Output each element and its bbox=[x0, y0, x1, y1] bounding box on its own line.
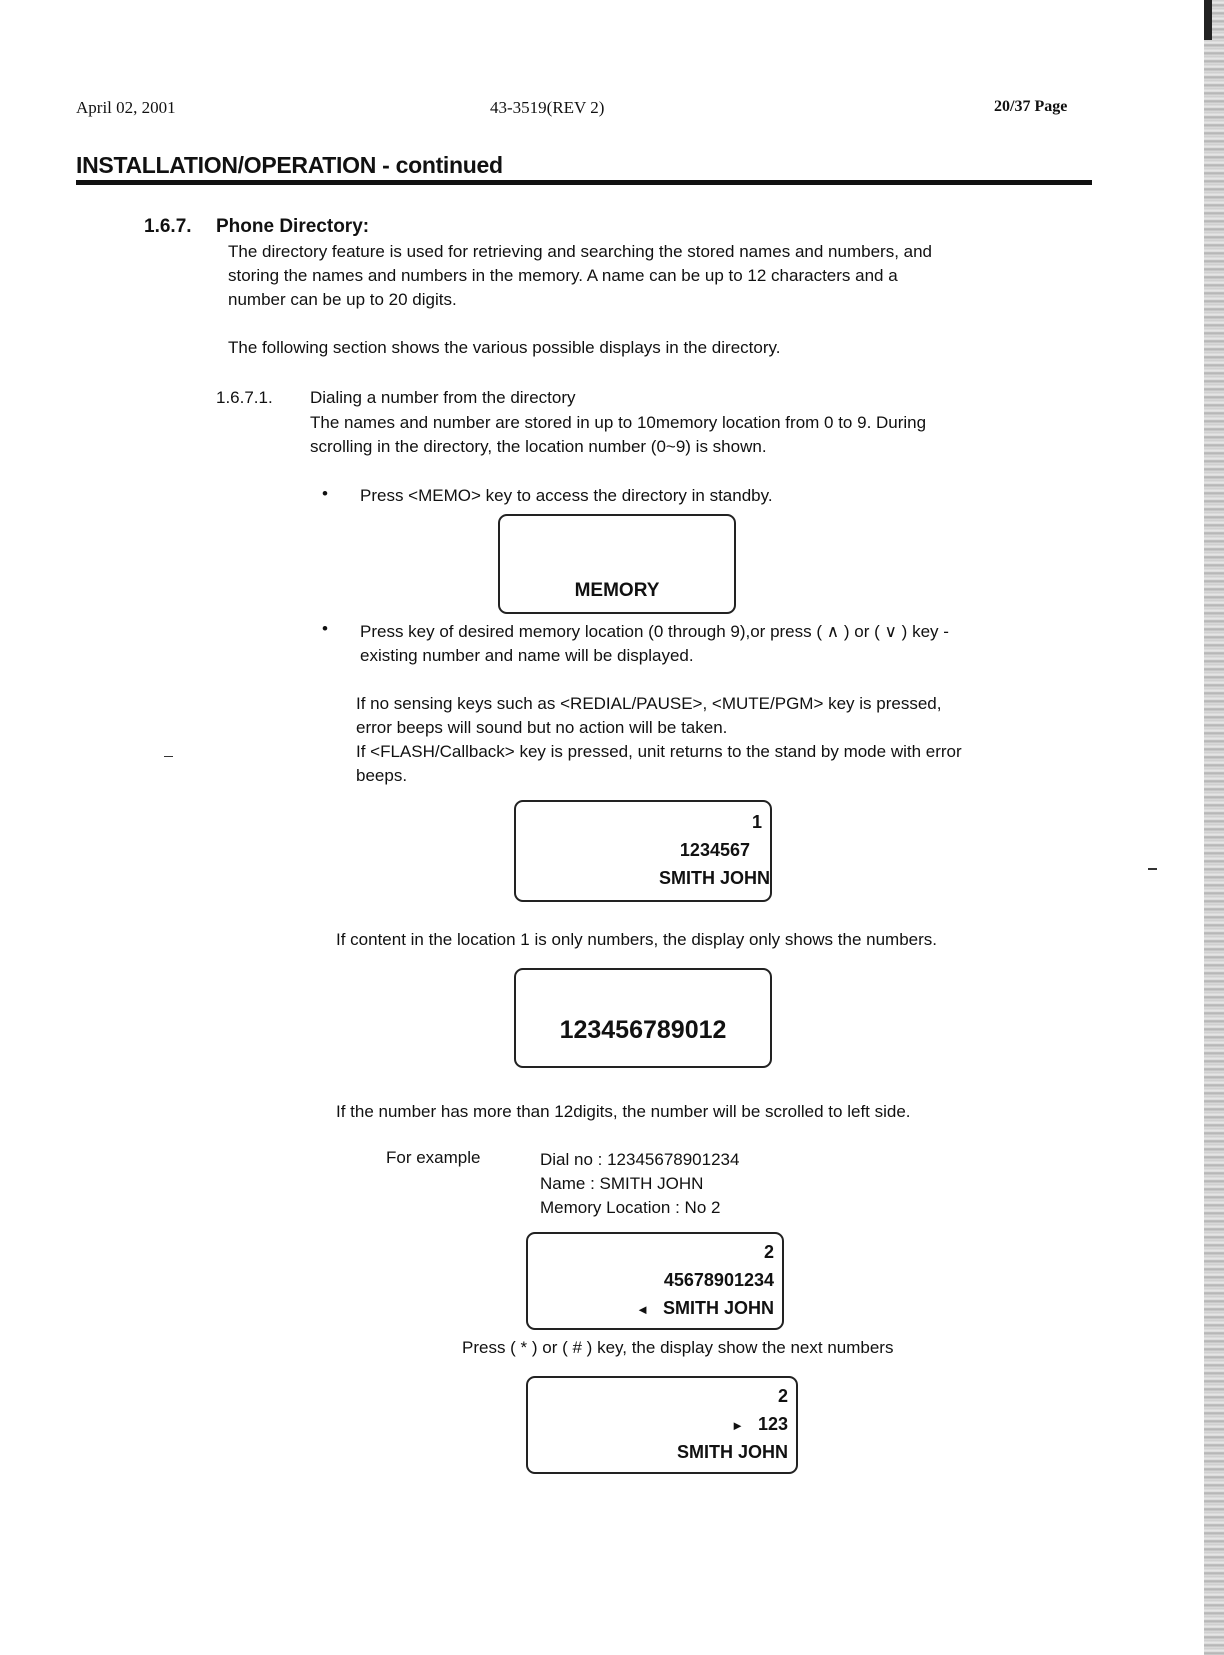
header-page: 20/37 Page bbox=[994, 98, 1068, 115]
section-number: 1.6.7. bbox=[144, 216, 192, 237]
bullet-dot: • bbox=[322, 484, 328, 503]
lcd-display-location1 bbox=[514, 800, 772, 902]
intro-line: The directory feature is used for retrieving and searching the stored names and numbers, and bbox=[228, 242, 932, 261]
bullet-dot: • bbox=[322, 619, 328, 638]
lcd-location-number: 1 bbox=[751, 812, 762, 832]
section-heading: Phone Directory: bbox=[216, 216, 370, 237]
lcd-name-row bbox=[636, 1298, 774, 1319]
error-note-line: beeps. bbox=[356, 766, 408, 785]
example-details bbox=[540, 1148, 940, 1220]
lcd-numbers-text: 123456789012 bbox=[559, 1016, 727, 1044]
example-label: For example bbox=[386, 1148, 481, 1167]
lcd-location-number: 2 bbox=[777, 1386, 788, 1406]
section-intro bbox=[228, 240, 1128, 312]
press-key-text: Press ( * ) or ( # ) key, the display show the next numbers bbox=[462, 1338, 894, 1357]
header-doc-number: 43-3519(REV 2) bbox=[490, 98, 605, 117]
bullet-memo: Press <MEMO> key to access the directory in standby. bbox=[360, 486, 773, 505]
scroll-text: If the number has more than 12digits, the number will be scrolled to left side. bbox=[336, 1102, 911, 1121]
lcd-location-number: 2 bbox=[763, 1242, 774, 1262]
bullet-location-line: Press key of desired memory location (0 through 9),or press ( ∧ ) or ( ∨ ) key - bbox=[360, 622, 949, 641]
subsection-heading: Dialing a number from the directory bbox=[310, 388, 576, 407]
lcd-number-row bbox=[731, 1414, 788, 1435]
lcd-memory-text: MEMORY bbox=[574, 580, 660, 601]
lcd-phone-number: 45678901234 bbox=[663, 1270, 774, 1290]
example-name: Name : SMITH JOHN bbox=[540, 1174, 704, 1193]
title-rule bbox=[76, 180, 1092, 185]
intro-line: number can be up to 20 digits. bbox=[228, 290, 457, 309]
header-date: April 02, 2001 bbox=[76, 98, 176, 117]
scroll-right-arrow-icon: ► bbox=[731, 1418, 744, 1433]
scan-edge bbox=[1204, 0, 1224, 1655]
lcd-contact-name: SMITH JOHN bbox=[658, 868, 770, 888]
example-location: Memory Location : No 2 bbox=[540, 1198, 721, 1217]
error-note-line: If no sensing keys such as <REDIAL/PAUSE>, <MUTE/PGM> key is pressed, bbox=[356, 694, 942, 713]
lcd-phone-number: 123 bbox=[757, 1414, 788, 1434]
lcd-phone-number: 1234567 bbox=[679, 840, 750, 860]
only-numbers-text: If content in the location 1 is only numbers, the display only shows the numbers. bbox=[336, 930, 937, 949]
error-note bbox=[356, 692, 1136, 788]
margin-mark bbox=[1148, 868, 1157, 870]
lcd-display-scroll-left bbox=[526, 1232, 784, 1330]
bullet-location-line: existing number and name will be displayed. bbox=[360, 646, 694, 665]
lcd-contact-name: SMITH JOHN bbox=[676, 1442, 788, 1462]
lcd-display-numbers-only bbox=[514, 968, 772, 1068]
example-dial: Dial no : 12345678901234 bbox=[540, 1150, 740, 1169]
section-following: The following section shows the various possible displays in the directory. bbox=[228, 338, 781, 357]
subsection-line: scrolling in the directory, the location number (0~9) is shown. bbox=[310, 437, 767, 456]
subsection-line: The names and number are stored in up to 10memory location from 0 to 9. During bbox=[310, 413, 927, 432]
page-title: INSTALLATION/OPERATION - continued bbox=[76, 152, 503, 178]
lcd-contact-name: SMITH JOHN bbox=[662, 1298, 774, 1318]
lcd-display-scroll-right bbox=[526, 1376, 798, 1474]
margin-mark bbox=[164, 756, 173, 757]
intro-line: storing the names and numbers in the memory. A name can be up to 12 characters and a bbox=[228, 266, 898, 285]
scroll-left-arrow-icon: ◄ bbox=[636, 1302, 649, 1317]
subsection-number: 1.6.7.1. bbox=[216, 388, 273, 407]
error-note-line: If <FLASH/Callback> key is pressed, unit returns to the stand by mode with error bbox=[356, 742, 962, 761]
scan-edge-mark bbox=[1204, 0, 1212, 40]
subsection-text bbox=[310, 411, 1110, 459]
error-note-line: error beeps will sound but no action will be taken. bbox=[356, 718, 728, 737]
bullet-location bbox=[360, 620, 1120, 668]
lcd-display-memory bbox=[498, 514, 736, 614]
